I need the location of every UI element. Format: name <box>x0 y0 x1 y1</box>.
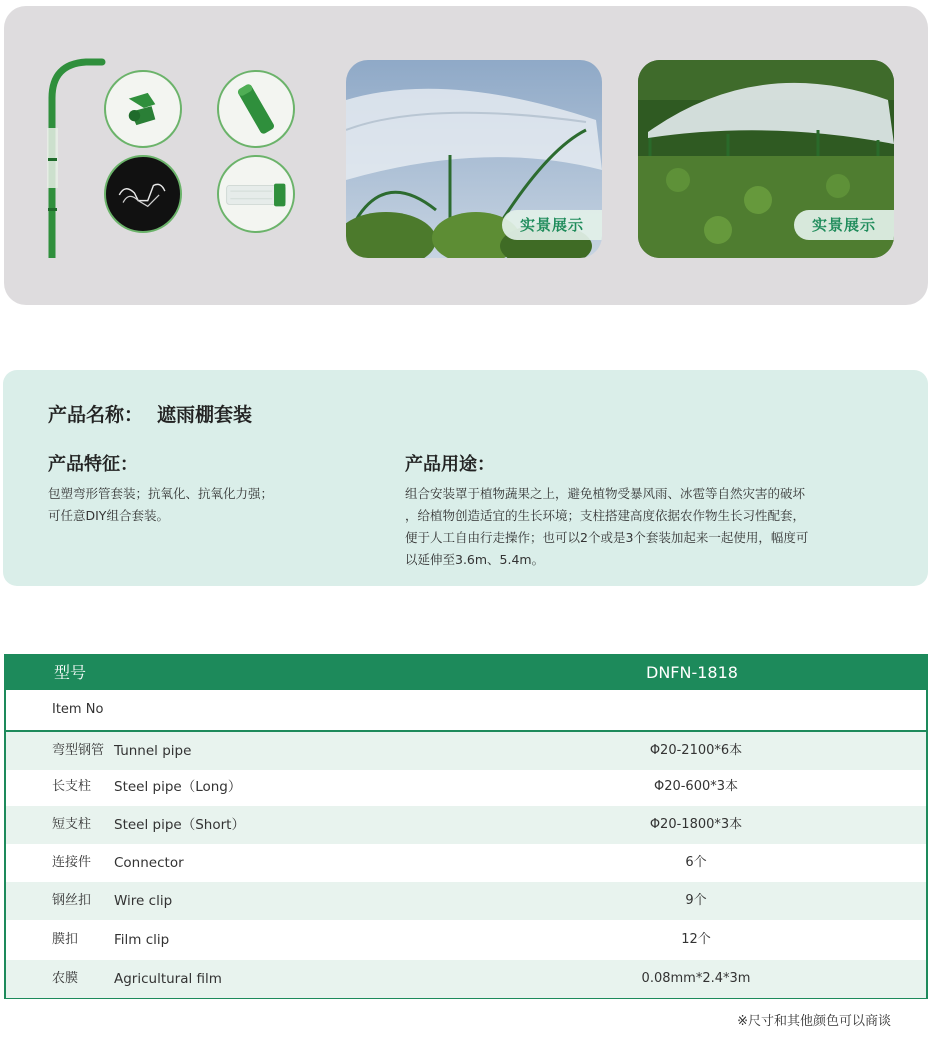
table-row <box>6 732 926 770</box>
tunnel-pipe-icon <box>46 58 106 258</box>
row-cn: 长支柱 <box>52 779 92 794</box>
row-value: 9个 <box>685 893 707 908</box>
row-en: Steel pipe（Long） <box>114 779 242 795</box>
row-cn: 钢丝扣 <box>52 893 92 908</box>
item-no-label: Item No <box>52 702 104 717</box>
row-en: Agricultural film <box>114 971 222 987</box>
row-cn: 农膜 <box>52 971 79 986</box>
row-cn: 弯型钢管 <box>52 743 105 758</box>
features-text <box>48 483 378 527</box>
scene-photo-2 <box>638 60 894 258</box>
table-row <box>6 806 926 844</box>
usage-heading: 产品用途： <box>405 454 495 475</box>
product-name <box>48 400 252 427</box>
features-heading: 产品特征： <box>48 454 138 475</box>
row-cn: 连接件 <box>52 855 92 870</box>
footnote: ※尺寸和其他颜色可以商谈 <box>737 1014 891 1029</box>
row-value: 6个 <box>685 855 707 870</box>
usage-text <box>405 483 885 571</box>
scene-badge: 实景展示 <box>502 210 602 240</box>
film-clip-icon <box>217 155 295 233</box>
row-value: Φ20-1800*3本 <box>649 817 743 832</box>
usage-line: 便于人工自由行走操作；也可以2个或是3个套装加起来一起使用，幅度可 <box>405 530 809 545</box>
pipe-end-icon <box>217 70 295 148</box>
model-label: 型号 <box>54 663 87 682</box>
table-row <box>6 882 926 920</box>
connector-icon <box>104 70 182 148</box>
row-en: Wire clip <box>114 893 173 909</box>
scene-photo-1 <box>346 60 602 258</box>
row-value: 0.08mm*2.4*3m <box>641 971 751 986</box>
row-en: Tunnel pipe <box>114 743 192 759</box>
row-en: Steel pipe（Short） <box>114 817 245 833</box>
wire-clip-icon <box>104 155 182 233</box>
table-header <box>6 656 926 690</box>
table-row <box>6 960 926 998</box>
row-value: Φ20-600*3本 <box>653 779 739 794</box>
product-name-label: 产品名称： <box>48 404 144 426</box>
product-name-value: 遮雨棚套装 <box>157 404 253 426</box>
table-row <box>6 921 926 959</box>
usage-line: ，给植物创造适宜的生长环境；支柱搭建高度依据农作物生长习性配套， <box>405 508 806 523</box>
row-value: Φ20-2100*6本 <box>649 743 743 758</box>
row-cn: 短支柱 <box>52 817 92 832</box>
usage-line: 组合安装罩于植物蔬果之上，避免植物受暴风雨、冰雹等自然灾害的破坏 <box>405 486 806 501</box>
table-row <box>6 768 926 806</box>
spec-table <box>4 654 928 999</box>
row-cn: 膜扣 <box>52 932 79 947</box>
model-value: DNFN-1818 <box>646 663 738 682</box>
scene-badge: 实景展示 <box>794 210 894 240</box>
row-en: Connector <box>114 855 184 871</box>
features-line: 包塑弯形管套装；抗氧化、抗氧化力强； <box>48 486 274 501</box>
table-row <box>6 844 926 882</box>
features-line: 可任意DIY组合套装。 <box>48 508 169 523</box>
row-value: 12个 <box>681 932 711 947</box>
usage-line: 以延伸至3.6m、5.4m。 <box>405 552 545 567</box>
item-no-row <box>6 690 926 732</box>
row-en: Film clip <box>114 932 170 948</box>
